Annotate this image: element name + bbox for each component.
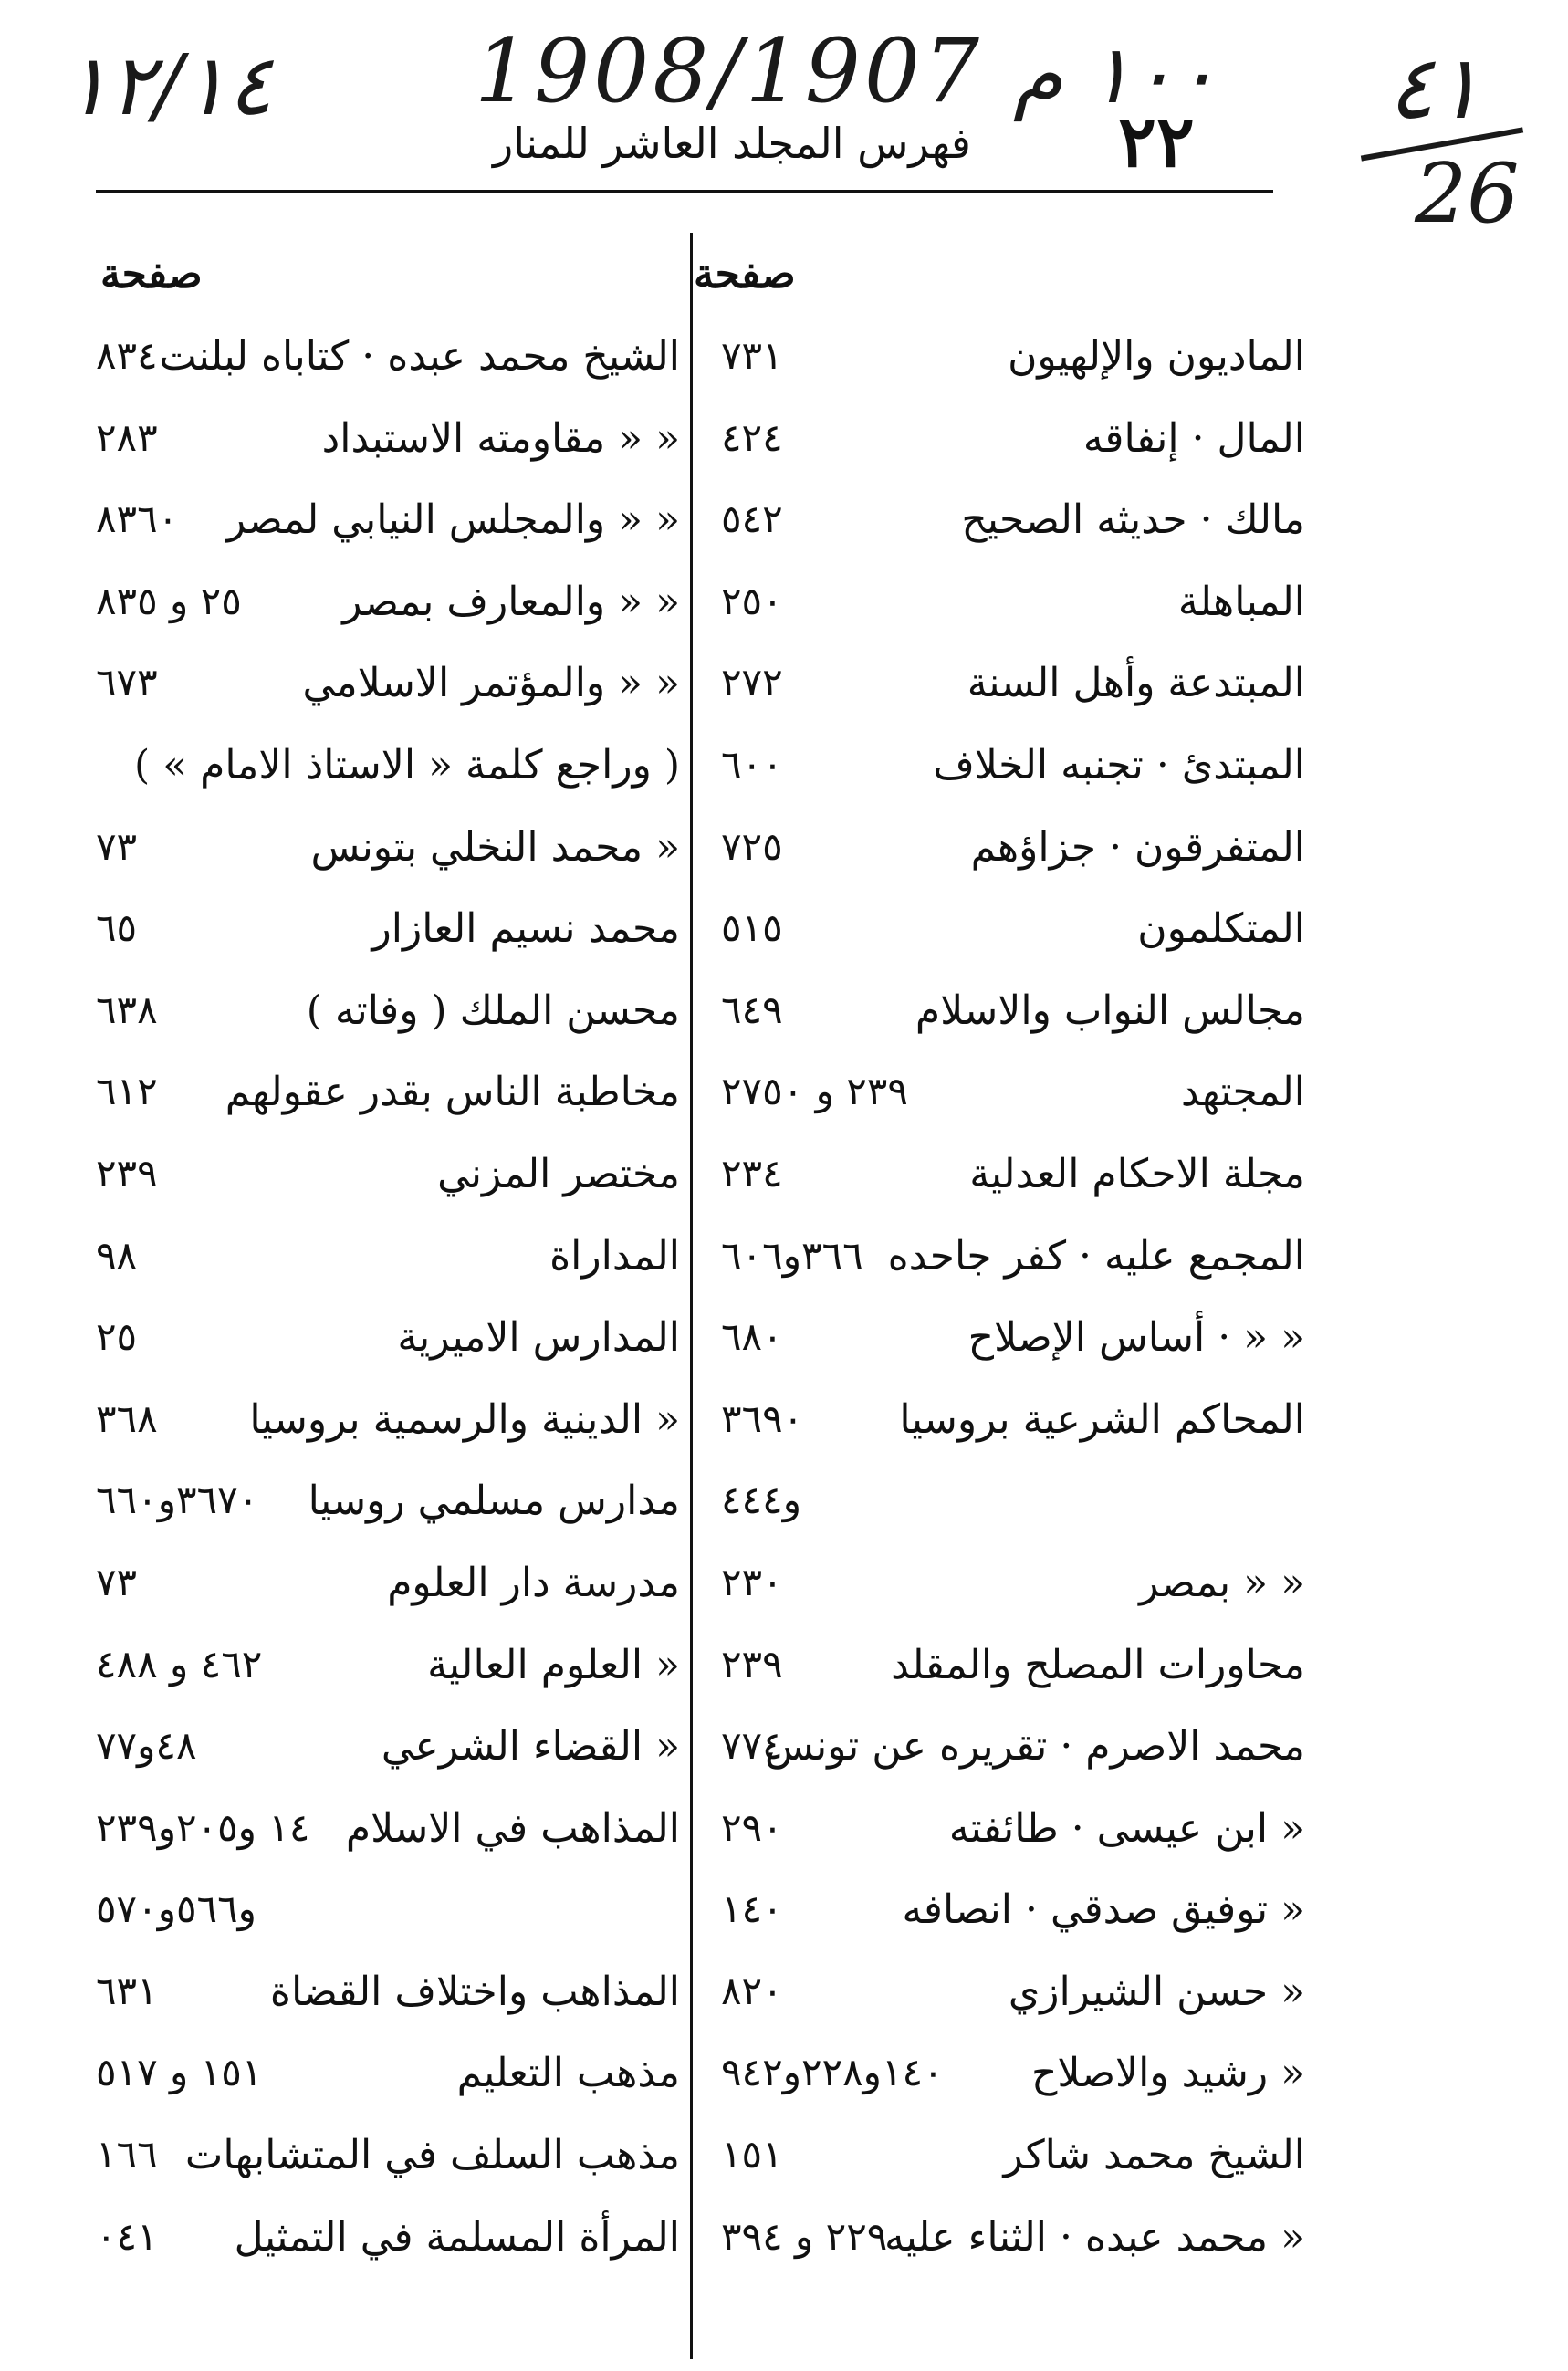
index-entry <box>96 733 680 815</box>
entry-title: مجالس النواب والاسلام <box>915 987 1305 1034</box>
entry-title: محمد نسيم العازار <box>371 905 680 953</box>
index-entry <box>721 1060 1305 1142</box>
entry-pages: ٦٧٣ <box>96 660 158 705</box>
entry-title: مالك · حديثه الصحيح <box>961 496 1305 544</box>
entry-pages: ٥١٥ <box>721 905 783 951</box>
index-entry <box>721 733 1305 815</box>
entry-pages: ١٤ و٢٠٥و٢٣٩ <box>96 1804 310 1850</box>
index-entry <box>721 487 1305 569</box>
entry-pages: ١٥١ و ٥١٧ <box>96 2050 263 2095</box>
entry-pages: ٤٦٢ و ٤٨٨ <box>96 1641 263 1687</box>
entry-pages: ٤٨و٧٧ <box>96 1723 197 1769</box>
fraction-numerator: ٤١ <box>1387 37 1482 139</box>
index-entry <box>721 1714 1305 1796</box>
index-entry <box>96 324 680 406</box>
entry-pages: ٢٥ <box>96 1314 138 1360</box>
index-entry <box>96 1633 680 1715</box>
entry-pages: ٣٦٧٠و٦٦٠ <box>96 1478 259 1523</box>
entry-pages: ٣٦٦و٦٠٦ <box>721 1232 863 1278</box>
entry-pages: ١٤٠و٢٢٨و٩٤٢ <box>721 2050 944 2095</box>
index-entry <box>721 651 1305 733</box>
entry-title: « « بمصر <box>1139 1559 1305 1606</box>
entry-pages: ٢٩٠ <box>721 1804 783 1850</box>
entry-title: الماديون والإلهيون <box>1008 333 1305 380</box>
entry-pages: ٢٥ و ٨٣٥ <box>96 578 242 623</box>
fraction-denominator: 26 <box>1415 146 1520 242</box>
index-entry <box>721 1142 1305 1224</box>
entry-pages: ٧٣ <box>96 823 138 869</box>
entry-title: مجلة الاحكام العدلية <box>969 1150 1305 1197</box>
index-entry <box>96 1714 680 1796</box>
entry-pages: ٦٣٨ <box>96 987 158 1032</box>
index-entry <box>721 1305 1305 1387</box>
index-entry <box>721 1959 1305 2042</box>
index-entry <box>721 896 1305 978</box>
entry-pages: ٦٣١ <box>96 1968 158 2013</box>
entry-title: « الدينية والرسمية بروسيا <box>249 1395 680 1443</box>
index-entry <box>721 2123 1305 2205</box>
index-entry <box>96 406 680 488</box>
entry-pages: و٤٤٤ <box>721 1478 801 1523</box>
entry-title: « حسن الشيرازي <box>1008 1968 1305 2015</box>
entry-title: المجتهد <box>1180 1069 1305 1116</box>
index-entry <box>96 651 680 733</box>
entry-pages: ٧٢٥ <box>721 823 783 869</box>
entry-pages: ٠٤١ <box>96 2213 158 2259</box>
entry-title: مخاطبة الناس بقدر عقولهم <box>225 1069 680 1116</box>
entry-title: المتكلمون <box>1137 905 1305 953</box>
entry-pages: ٨٢٠ <box>721 1968 783 2013</box>
entry-pages: ١٤٠ <box>721 1886 783 1932</box>
index-entry <box>721 1633 1305 1715</box>
index-entry <box>96 1387 680 1469</box>
index-entry <box>721 1387 1305 1469</box>
entry-pages: ٦٥ <box>96 905 138 951</box>
entry-title: المدارس الاميرية <box>397 1314 680 1362</box>
right-index-column <box>721 324 1305 2286</box>
index-entry <box>721 2041 1305 2123</box>
entry-title: مختصر المزني <box>437 1150 680 1197</box>
index-entry <box>96 1060 680 1142</box>
entry-pages: و٥٦٦و٥٧٠ <box>96 1886 256 1932</box>
index-entry <box>721 1224 1305 1306</box>
index-entry <box>96 2205 680 2287</box>
entry-pages: ٣٦٩٠ <box>721 1395 804 1441</box>
entry-pages: ٢٣٠ <box>721 1559 783 1604</box>
index-entry <box>96 1796 680 1878</box>
entry-title: المال · إنفاقه <box>1082 414 1305 462</box>
entry-title: مذهب التعليم <box>456 2050 680 2097</box>
entry-title: المباهلة <box>1177 578 1305 625</box>
entry-pages: ٣٦٨ <box>96 1395 158 1441</box>
entry-title: « « والمجلس النيابي لمصر <box>226 496 680 544</box>
index-entry <box>721 1468 1305 1551</box>
index-entry <box>96 1877 680 1959</box>
index-entry <box>721 2205 1305 2287</box>
entry-title: المتفرقون · جزاؤهم <box>970 823 1305 871</box>
entry-title: المبتدئ · تجنبه الخلاف <box>933 741 1305 789</box>
entry-title: المجمع عليه · كفر جاحده <box>887 1232 1305 1280</box>
index-entry <box>96 2123 680 2205</box>
entry-title: « العلوم العالية <box>427 1641 680 1688</box>
entry-pages: ٢٨٣ <box>96 414 158 460</box>
entry-pages: ٦٤٩ <box>721 987 783 1032</box>
entry-title: المداراة <box>549 1232 680 1280</box>
entry-pages: ٨٣٤ <box>96 333 158 378</box>
index-entry <box>96 1468 680 1551</box>
index-entry <box>96 896 680 978</box>
index-entry <box>96 815 680 897</box>
entry-pages: ٦٠٠ <box>721 741 783 787</box>
index-entry <box>721 1877 1305 1959</box>
entry-pages: ٨٣٦٠ <box>96 496 179 542</box>
entry-pages: ٧٧٤ <box>721 1723 783 1769</box>
entry-title: الشيخ محمد عبده · كتاباه لبلنت <box>159 333 680 380</box>
header-divider <box>96 190 1273 193</box>
entry-title: « « والمعارف بمصر <box>342 578 680 625</box>
column-divider <box>690 233 693 2359</box>
entry-title: مدرسة دار العلوم <box>387 1559 680 1606</box>
entry-title: مذهب السلف في المتشابهات <box>184 2132 680 2179</box>
index-entry <box>721 569 1305 652</box>
entry-title: « ابن عيسى · طائفته <box>948 1804 1305 1852</box>
index-entry <box>721 324 1305 406</box>
entry-title: المذاهب في الاسلام <box>345 1804 680 1852</box>
entry-pages: ٥٤٢ <box>721 496 783 542</box>
entry-pages: ٢٣٤ <box>721 1150 783 1196</box>
index-entry <box>721 406 1305 488</box>
entry-title: محاورات المصلح والمقلد <box>891 1641 1305 1688</box>
index-entry <box>96 1142 680 1224</box>
handwritten-number: ١٠٠ م <box>1013 27 1218 121</box>
entry-title: محمد الاصرم · تقريره عن تونس <box>764 1723 1305 1770</box>
index-entry <box>96 1224 680 1306</box>
entry-pages: ٤٢٤ <box>721 414 783 460</box>
index-entry <box>96 487 680 569</box>
index-entry <box>96 1551 680 1633</box>
entry-pages: ١٥١ <box>721 2132 783 2178</box>
index-entry <box>96 978 680 1060</box>
entry-pages: ٢٣٩ و ٢٧٥٠ <box>721 1069 908 1114</box>
entry-pages: ١٦٦ <box>96 2132 158 2178</box>
entry-title: « محمد النخلي بتونس <box>310 823 680 871</box>
entry-pages: ٩٨ <box>96 1232 138 1278</box>
right-column-heading: صفحة <box>694 251 796 298</box>
entry-pages: ٢٢٩ و ٣٩٤ <box>721 2213 888 2259</box>
entry-title: « القضاء الشرعي <box>381 1723 680 1770</box>
entry-title: « محمد عبده · الثناء عليه <box>884 2213 1305 2261</box>
index-entry <box>721 815 1305 897</box>
entry-title: المبتدعة وأهل السنة <box>967 660 1305 707</box>
index-entry <box>96 1959 680 2042</box>
page-title: فهرس المجلد العاشر للمنار <box>493 119 971 168</box>
page-number: ٢٢ <box>1118 100 1195 183</box>
entry-title: « « والمؤتمر الاسلامي <box>302 660 680 707</box>
index-entry <box>96 1305 680 1387</box>
index-entry <box>721 1796 1305 1878</box>
entry-title: المرأة المسلمة في التمثيل <box>234 2213 680 2261</box>
handwritten-date-left: ١٢/١٤ <box>64 37 273 134</box>
entry-pages: ٧٣ <box>96 1559 138 1604</box>
entry-title: مدارس مسلمي روسيا <box>308 1478 680 1525</box>
left-index-column <box>96 324 680 2286</box>
entry-pages: ٢٥٠ <box>721 578 783 623</box>
index-entry <box>721 1551 1305 1633</box>
entry-title: « توفيق صدقي · انصافه <box>902 1886 1305 1934</box>
entry-pages: ٦١٢ <box>96 1069 158 1114</box>
index-entry <box>721 978 1305 1060</box>
entry-title: المذاهب واختلاف القضاة <box>269 1968 680 2015</box>
handwritten-fraction <box>1360 37 1533 242</box>
entry-title: الشيخ محمد شاكر <box>1003 2132 1305 2179</box>
entry-title: « رشيد والاصلاح <box>1031 2050 1305 2097</box>
entry-title: المحاكم الشرعية بروسيا <box>899 1395 1305 1443</box>
entry-pages: ٢٣٩ <box>721 1641 783 1687</box>
entry-pages: ٧٣١ <box>721 333 783 378</box>
entry-pages: ٢٣٩ <box>96 1150 158 1196</box>
index-entry <box>96 569 680 652</box>
index-entry <box>96 2041 680 2123</box>
left-column-heading: صفحة <box>100 251 203 298</box>
entry-title: ( وراجع كلمة « الاستاذ الامام » ) <box>134 741 680 789</box>
handwritten-years: 1908/1907 <box>475 20 983 122</box>
entry-title: محسن الملك ( وفاته ) <box>306 987 680 1034</box>
entry-pages: ٦٨٠ <box>721 1314 783 1360</box>
entry-pages: ٢٧٢ <box>721 660 783 705</box>
entry-title: « « مقاومته الاستبداد <box>321 414 680 462</box>
entry-title: « « · أساس الإصلاح <box>967 1314 1305 1362</box>
